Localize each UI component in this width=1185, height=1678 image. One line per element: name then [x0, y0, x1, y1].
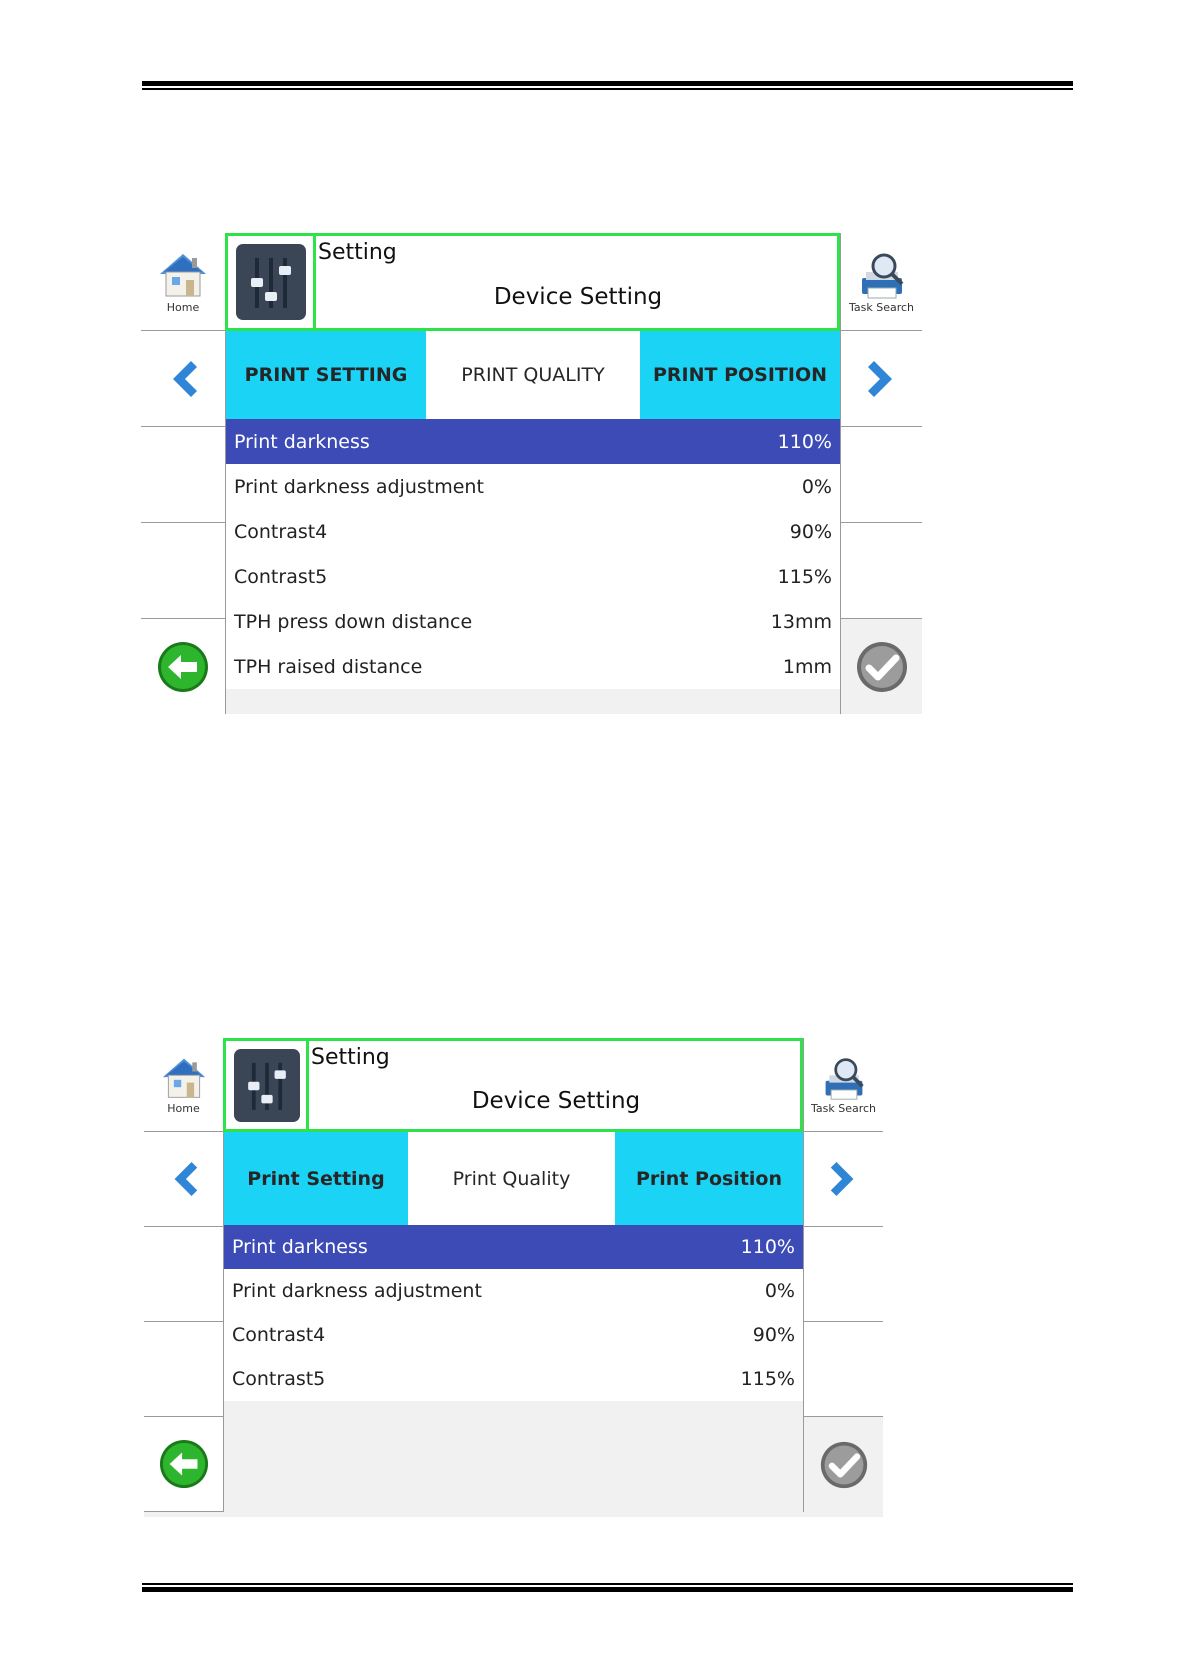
tab-print-setting[interactable]: PRINT SETTING [226, 331, 426, 419]
list-item-label: TPH press down distance [234, 610, 473, 633]
screen-header [223, 1038, 803, 1132]
list-item[interactable] [226, 554, 840, 599]
confirm-button[interactable] [804, 1417, 883, 1512]
header-breadcrumb: Setting [318, 240, 397, 265]
list-item[interactable] [226, 509, 840, 554]
list-item-label: Contrast5 [232, 1368, 326, 1390]
task-search-label: Task Search [848, 300, 915, 314]
device-setting-screen-2 [144, 1038, 883, 1517]
list-item-value: 0% [801, 475, 832, 498]
list-item-label: Print darkness adjustment [232, 1280, 482, 1302]
list-item-label: Print darkness [232, 1236, 368, 1258]
task-search-icon [818, 1055, 870, 1101]
tab-print-quality[interactable]: Print Quality [408, 1132, 615, 1225]
next-tab-button[interactable] [841, 331, 922, 427]
list-item-value: 110% [777, 430, 832, 453]
chevron-left-icon [167, 1160, 201, 1198]
list-item-value: 1mm [782, 655, 832, 678]
tab-bar [226, 331, 840, 419]
tab-print-setting[interactable]: Print Setting [224, 1132, 408, 1225]
list-item-value: 115% [740, 1368, 795, 1390]
list-item-label: Contrast4 [234, 520, 328, 543]
left-empty-slot-1 [141, 427, 225, 523]
right-empty-slot-2 [841, 523, 922, 619]
header-breadcrumb: Setting [311, 1045, 390, 1070]
list-item-label: Print darkness adjustment [234, 475, 484, 498]
tab-bar [224, 1132, 803, 1225]
home-label: Home [166, 300, 200, 314]
task-search-icon [854, 250, 910, 300]
chevron-right-icon [864, 359, 900, 399]
task-search-button[interactable] [804, 1038, 883, 1132]
list-item-label: Contrast5 [234, 565, 328, 588]
list-item[interactable] [226, 599, 840, 644]
home-label: Home [167, 1101, 200, 1115]
list-item[interactable] [226, 419, 840, 464]
task-search-button[interactable] [841, 233, 922, 331]
back-arrow-icon [159, 1439, 209, 1489]
page-title: Device Setting [493, 284, 663, 310]
top-rule [142, 81, 1073, 90]
header-separator [306, 1041, 309, 1129]
chevron-right-icon [827, 1160, 861, 1198]
bottom-rule [142, 1583, 1073, 1592]
right-nav-column [841, 233, 922, 714]
list-item[interactable] [224, 1225, 803, 1269]
page-title: Device Setting [471, 1088, 641, 1114]
list-item[interactable] [224, 1269, 803, 1313]
prev-tab-button[interactable] [141, 331, 225, 427]
list-item-value: 90% [789, 520, 832, 543]
settings-sliders-icon [236, 244, 306, 320]
settings-sliders-icon [234, 1049, 300, 1122]
list-item-value: 0% [764, 1280, 795, 1302]
left-nav-column [141, 233, 225, 714]
back-arrow-icon [157, 641, 209, 693]
list-item[interactable] [226, 644, 840, 689]
bottom-strip [144, 1512, 883, 1517]
list-empty-area [224, 1401, 803, 1512]
device-setting-screen-1 [141, 233, 922, 714]
home-button[interactable] [144, 1038, 223, 1132]
right-nav-column [804, 1038, 883, 1517]
checkmark-icon [819, 1440, 869, 1490]
prev-tab-button[interactable] [144, 1132, 223, 1227]
list-item-label: Contrast4 [232, 1324, 326, 1346]
left-nav-column [144, 1038, 223, 1517]
left-empty-slot-2 [141, 523, 225, 619]
back-button[interactable] [141, 619, 225, 714]
task-search-label: Task Search [810, 1101, 877, 1115]
list-item-value: 115% [777, 565, 832, 588]
list-item[interactable] [224, 1313, 803, 1357]
checkmark-icon [855, 640, 909, 694]
settings-list [226, 419, 840, 714]
right-empty-slot-1 [841, 427, 922, 523]
tab-print-position[interactable]: PRINT POSITION [640, 331, 840, 419]
list-item-value: 13mm [770, 610, 832, 633]
right-empty-slot-1 [804, 1227, 883, 1322]
screen-header [225, 233, 840, 331]
header-separator [313, 236, 316, 328]
settings-list [224, 1225, 803, 1512]
left-empty-slot-2 [144, 1322, 223, 1417]
list-item-label: Print darkness [234, 430, 370, 453]
list-item[interactable] [224, 1357, 803, 1401]
list-empty-area [226, 689, 840, 714]
list-item-value: 90% [752, 1324, 795, 1346]
left-empty-slot-1 [144, 1227, 223, 1322]
tab-print-quality[interactable]: PRINT QUALITY [426, 331, 640, 419]
home-icon [159, 1055, 209, 1101]
chevron-left-icon [165, 359, 201, 399]
home-button[interactable] [141, 233, 225, 331]
list-item[interactable] [226, 464, 840, 509]
list-item-value: 110% [740, 1236, 795, 1258]
right-empty-slot-2 [804, 1322, 883, 1417]
back-button[interactable] [144, 1417, 223, 1512]
tab-print-position[interactable]: Print Position [615, 1132, 803, 1225]
list-item-label: TPH raised distance [234, 655, 423, 678]
confirm-button[interactable] [841, 619, 922, 714]
next-tab-button[interactable] [804, 1132, 883, 1227]
home-icon [156, 250, 210, 300]
